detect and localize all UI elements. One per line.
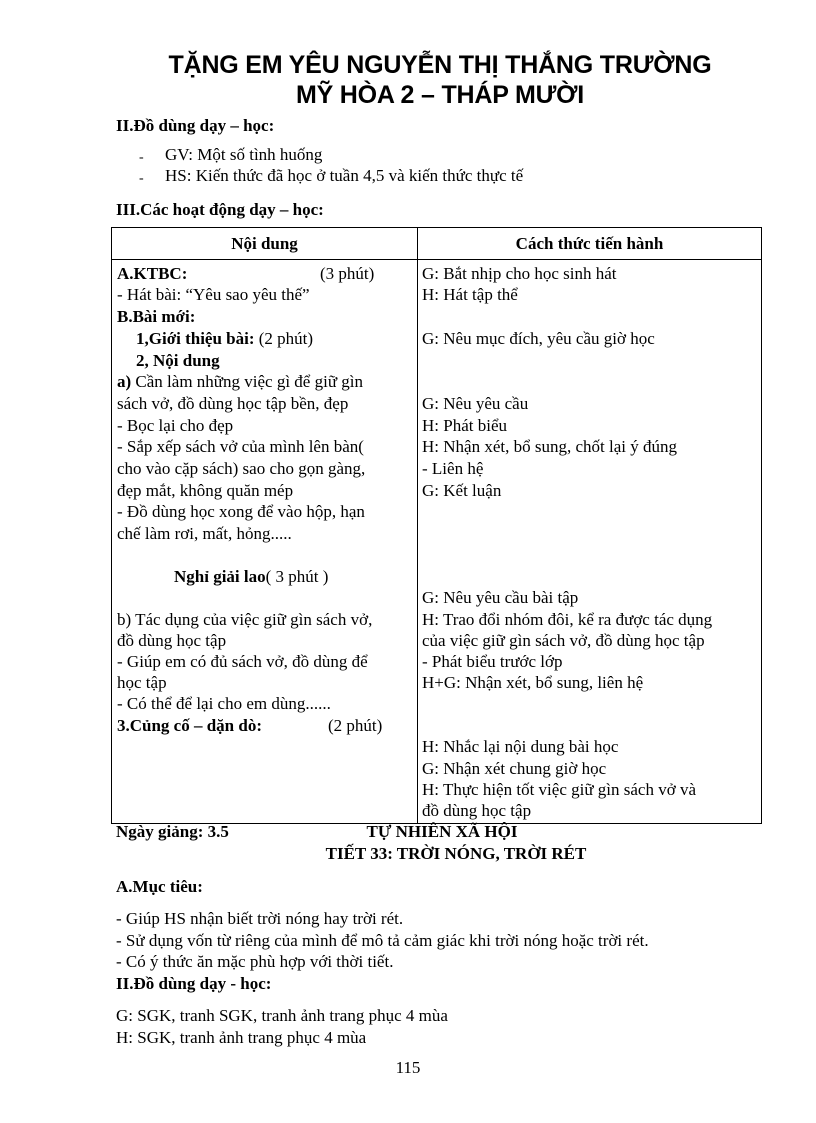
content-cell — [112, 260, 418, 824]
goal-item: - Giúp HS nhận biết trời nóng hay trời rét. — [116, 909, 404, 928]
content-line: - Hát bài: “Yêu sao yêu thế” — [117, 285, 310, 304]
activities-heading: III.Các hoạt động dạy – học: — [116, 200, 324, 219]
consolidate-time: (2 phút) — [328, 716, 383, 735]
content-line: - Giúp em có đủ sách vở, đồ dùng để — [117, 652, 368, 671]
ktbc-label: A.KTBC: — [117, 264, 188, 283]
method-line: G: Nêu mục đích, yêu cầu giờ học — [422, 329, 655, 348]
lesson-title: TIẾT 33: TRỜI NÓNG, TRỜI RÉT — [325, 844, 587, 863]
banner-line-1: TẶNG EM YÊU NGUYỄN THỊ THẮNG TRƯỜNG — [168, 51, 712, 79]
intro-label: 1,Giới thiệu bài: — [136, 329, 255, 348]
method-line: G: Nêu yêu cầu bài tập — [422, 588, 579, 607]
method-line: của việc giữ gìn sách vở, đồ dùng học tập — [422, 631, 705, 650]
page-number: 115 — [395, 1058, 421, 1077]
table-header-row — [112, 228, 762, 260]
method-line: H: Hát tập thể — [422, 285, 518, 304]
content-line: - Có thể để lại cho em dùng...... — [117, 694, 331, 713]
method-line: đồ dùng học tập — [422, 801, 532, 820]
content-line: đồ dùng học tập — [117, 631, 227, 650]
lesson-table — [111, 227, 762, 824]
break-line — [174, 567, 328, 587]
goals-heading: A.Mục tiêu: — [116, 877, 203, 896]
method-line: G: Bắt nhịp cho học sinh hát — [422, 264, 617, 283]
part-a-text: Cần làm những việc gì để giữ gìn — [131, 372, 364, 391]
banner-line-2: MỸ HÒA 2 – THÁP MƯỜI — [295, 81, 585, 109]
content-line: đẹp mắt, không quăn mép — [117, 481, 294, 500]
method-line: H: Thực hiện tốt việc giữ gìn sách vở và — [422, 780, 697, 799]
method-line: H+G: Nhận xét, bổ sung, liên hệ — [422, 673, 644, 692]
lesson-materials-heading: II.Đồ dùng dạy - học: — [116, 974, 272, 993]
method-line: H: Phát biểu — [422, 416, 507, 435]
method-line: H: Nhắc lại nội dung bài học — [422, 737, 619, 756]
content-line: chế làm rơi, mất, hỏng..... — [117, 524, 292, 543]
content-line: học tập — [117, 673, 167, 692]
bullet-dash: - — [139, 171, 144, 186]
content-line: - Sắp xếp sách vở của mình lên bàn( — [117, 437, 364, 456]
bullet-dash: - — [139, 150, 144, 165]
intro-line — [136, 329, 313, 349]
content-label: 2, Nội dung — [136, 351, 220, 370]
method-line: H: Nhận xét, bổ sung, chốt lại ý đúng — [422, 437, 677, 456]
method-line: G: Nhận xét chung giờ học — [422, 759, 607, 778]
goal-item: - Sử dụng vốn từ riêng của mình để mô tả cảm giác khi trời nóng hoặc trời rét. — [116, 931, 649, 950]
table-row — [112, 260, 762, 824]
content-line: - Đồ dùng học xong để vào hộp, hạn — [117, 502, 365, 521]
header-method: Cách thức tiến hành — [418, 228, 762, 260]
materials-item: HS: Kiến thức đã học ở tuần 4,5 và kiến thức thực tế — [165, 166, 524, 185]
part-a-label: a) — [117, 372, 132, 391]
lesson-date: Ngày giảng: 3.5 — [116, 822, 229, 841]
method-line: H: Trao đổi nhóm đôi, kể ra được tác dụng — [422, 610, 713, 629]
break-label: Nghỉ giải lao — [174, 567, 266, 586]
content-line: sách vở, đồ dùng học tập bền, đẹp — [117, 394, 349, 413]
content-line: b) Tác dụng của việc giữ gìn sách vở, — [117, 610, 373, 629]
new-lesson-label: B.Bài mới: — [117, 307, 196, 326]
content-line: cho vào cặp sách) sao cho gọn gàng, — [117, 459, 366, 478]
materials-item: GV: Một số tình huống — [165, 145, 323, 164]
content-line — [117, 372, 363, 392]
materials-heading: II.Đồ dùng dạy – học: — [116, 116, 275, 135]
intro-time: (2 phút) — [254, 329, 314, 348]
method-line: - Phát biểu trước lớp — [422, 652, 563, 671]
goal-item: - Có ý thức ăn mặc phù hợp với thời tiết. — [116, 952, 394, 971]
method-cell — [418, 260, 762, 824]
break-time: ( 3 phút ) — [265, 567, 329, 586]
lesson-materials-item: H: SGK, tranh ảnh trang phục 4 mùa — [116, 1028, 367, 1047]
lesson-materials-item: G: SGK, tranh SGK, tranh ảnh trang phục 4 mùa — [116, 1006, 448, 1025]
method-line: G: Nêu yêu cầu — [422, 394, 529, 413]
consolidate-label: 3.Củng cố – dặn dò: — [117, 716, 263, 735]
lesson-subject: TỰ NHIÊN XÃ HỘI — [366, 822, 518, 841]
content-line: - Bọc lại cho đẹp — [117, 416, 234, 435]
method-line: - Liên hệ — [422, 459, 484, 478]
header-content: Nội dung — [112, 228, 418, 260]
method-line: G: Kết luận — [422, 481, 502, 500]
ktbc-time: (3 phút) — [320, 264, 375, 283]
